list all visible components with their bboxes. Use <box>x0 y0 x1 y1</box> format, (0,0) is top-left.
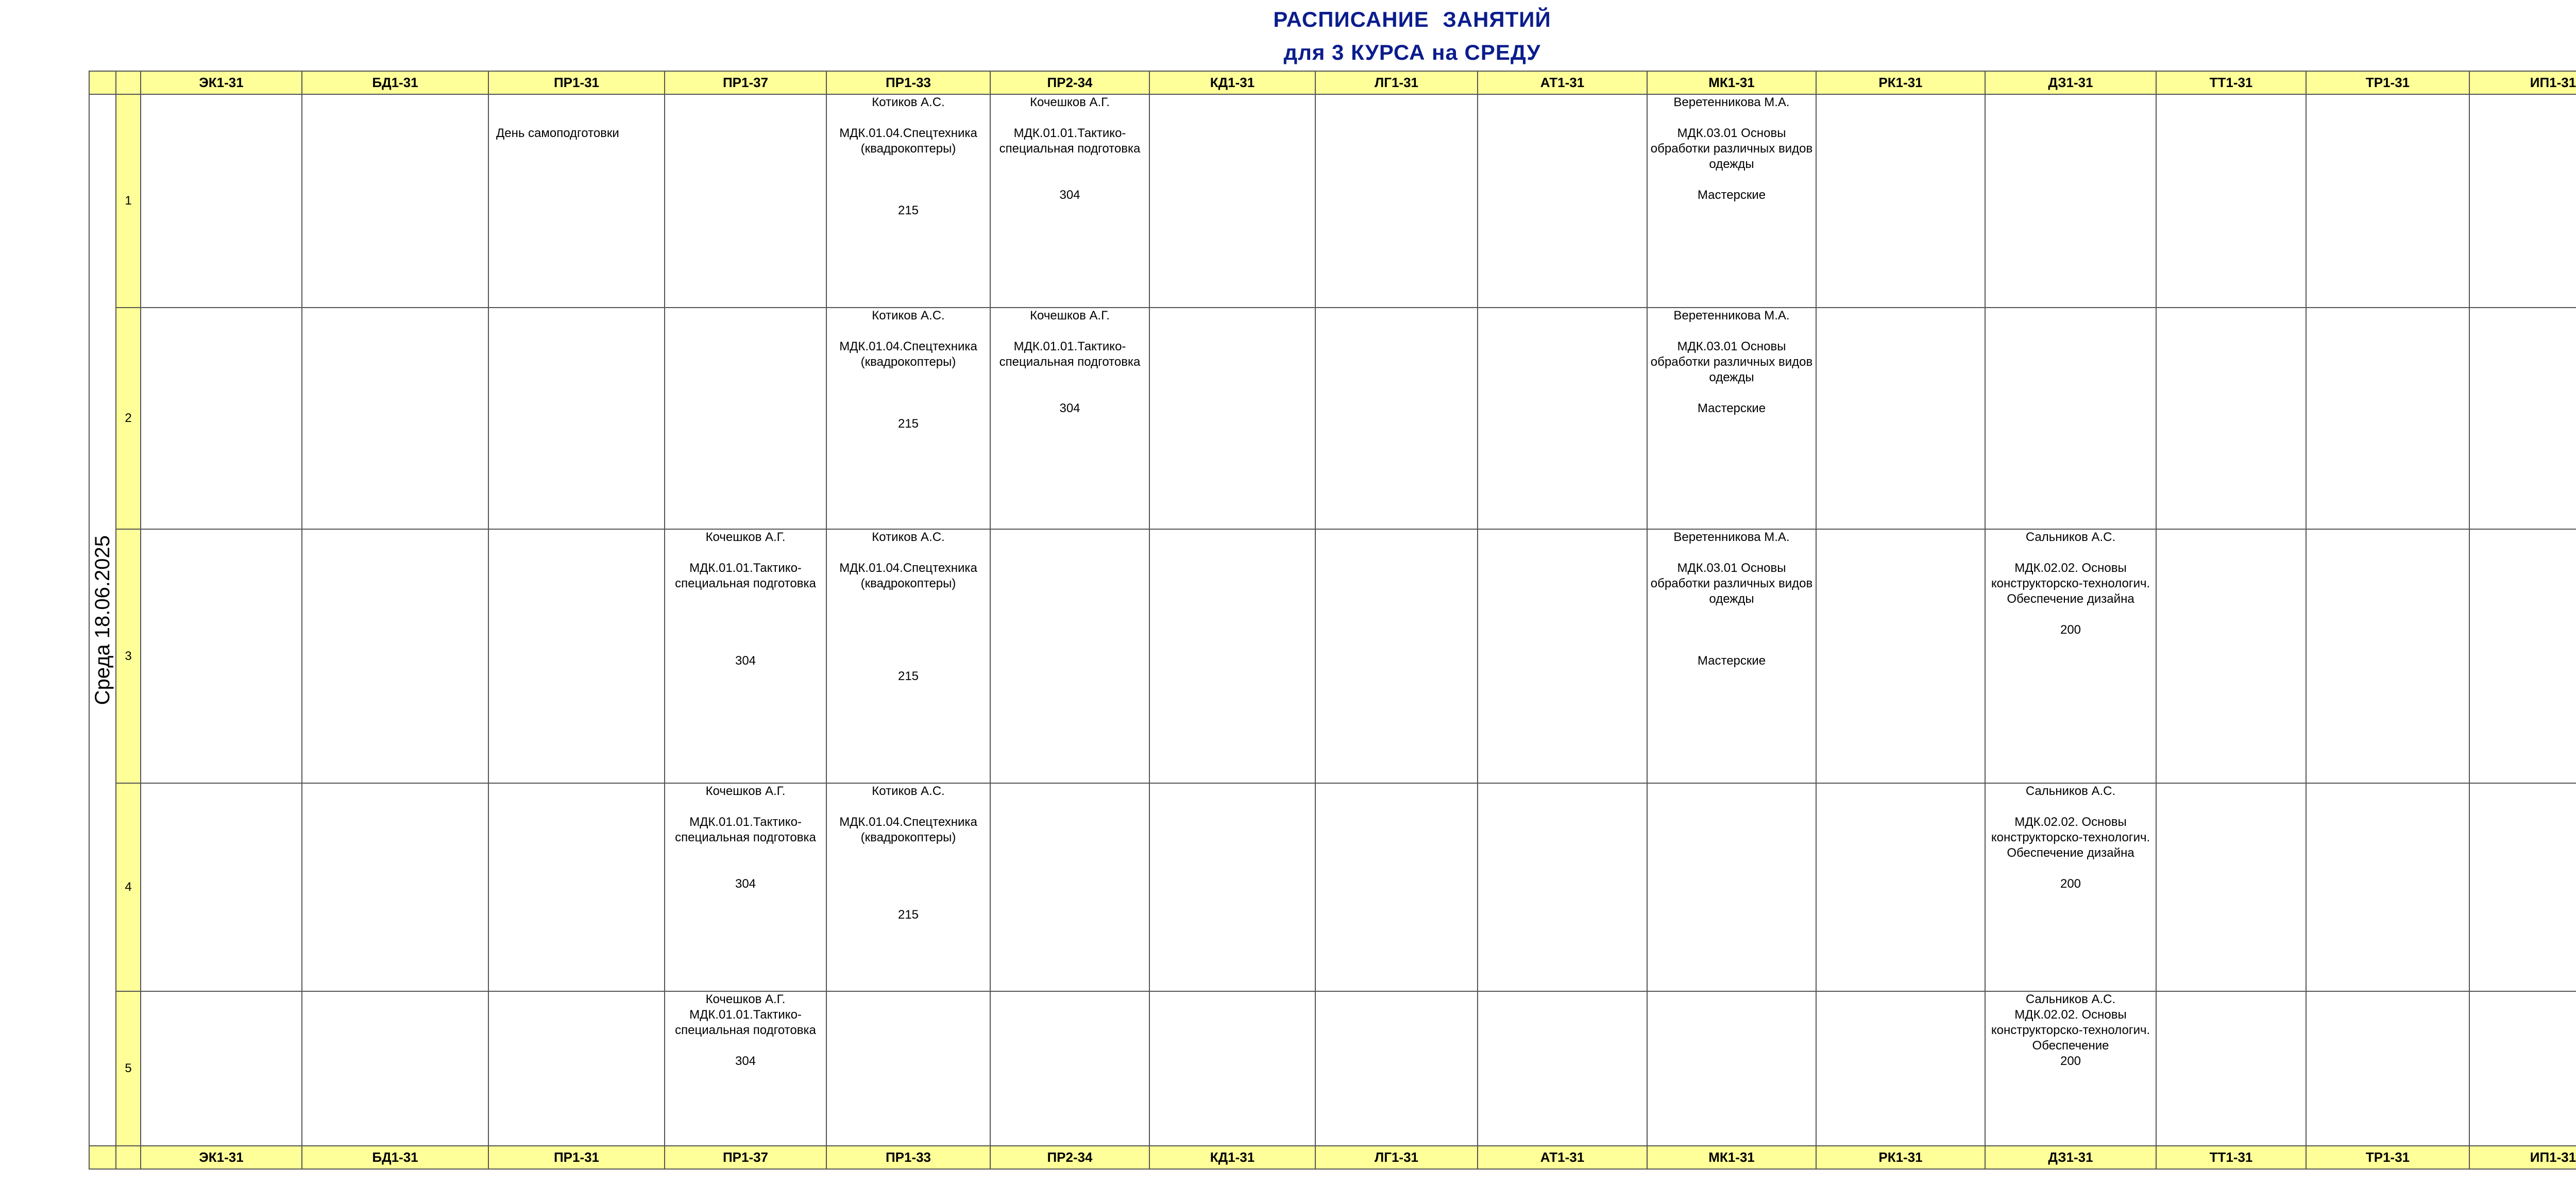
lesson-subject: МДК.01.01.Тактико-специальная подготовка <box>675 561 816 590</box>
schedule-cell <box>1985 94 2156 308</box>
lesson-room: 304 <box>735 1054 756 1068</box>
schedule-cell <box>990 783 1149 991</box>
group-header: ПР1-31 <box>488 1146 665 1169</box>
group-header: ПР1-37 <box>665 71 826 94</box>
header-blank-cell <box>116 71 141 94</box>
lesson-subject: МДК.02.02. Основы конструкторско-технологич. Обеспечение дизайна <box>1991 815 2150 860</box>
lesson-cell <box>1647 308 1816 529</box>
schedule-cell <box>141 529 302 783</box>
schedule-cell <box>488 991 665 1146</box>
lesson-room: 304 <box>735 654 756 668</box>
lesson-room: 215 <box>897 417 919 431</box>
pair-row-1 <box>89 94 2576 308</box>
lesson-cell <box>826 783 990 991</box>
schedule-cell <box>1315 94 1478 308</box>
lesson-teacher: Котиков А.С. <box>872 95 945 109</box>
schedule-cell <box>1478 529 1647 783</box>
group-header: ЭК1-31 <box>141 71 302 94</box>
schedule-cell <box>1149 308 1315 529</box>
schedule-cell <box>302 529 488 783</box>
lesson-subject: МДК.01.01.Тактико-специальная подготовка <box>675 815 816 844</box>
schedule-cell <box>488 308 665 529</box>
pair-number: 2 <box>116 308 141 529</box>
schedule-cell <box>1478 991 1647 1146</box>
group-header: АТ1-31 <box>1478 1146 1647 1169</box>
schedule-cell <box>1985 308 2156 529</box>
group-header: МК1-31 <box>1647 1146 1816 1169</box>
schedule-cell <box>1149 94 1315 308</box>
lesson-room: 215 <box>897 908 919 922</box>
schedule-title: РАСПИСАНИЕ ЗАНЯТИЙ <box>1273 7 1551 31</box>
schedule-cell <box>1816 529 1985 783</box>
lesson-teacher: Котиков А.С. <box>872 784 945 798</box>
group-header: ПР1-33 <box>826 71 990 94</box>
header-blank-cell <box>89 71 116 94</box>
group-header: ТТ1-31 <box>2156 71 2306 94</box>
lesson-subject: МДК.02.02. Основы конструкторско-технологич. Обеспечение дизайна <box>1991 561 2150 606</box>
schedule-cell <box>2156 991 2306 1146</box>
lesson-teacher: Котиков А.С. <box>872 309 945 323</box>
schedule-cell <box>1816 94 1985 308</box>
pair-row-2 <box>89 308 2576 529</box>
lesson-cell <box>826 308 990 529</box>
schedule-cell <box>2469 308 2576 529</box>
group-header: ТР1-31 <box>2306 71 2469 94</box>
pair-row-5 <box>89 991 2576 1146</box>
lesson-teacher: Кочешков А.Г. <box>705 784 786 798</box>
lesson-room: Мастерские <box>1697 654 1766 668</box>
lesson-teacher: Сальников А.С. <box>2025 784 2116 798</box>
schedule-cell <box>2306 991 2469 1146</box>
lesson-subject: МДК.01.04.Спецтехника (квадрокоптеры) <box>839 340 977 369</box>
schedule-cell <box>2306 529 2469 783</box>
lesson-room: 200 <box>2060 877 2081 891</box>
schedule-cell <box>2156 783 2306 991</box>
header-row-bottom <box>89 1146 2576 1169</box>
lesson-teacher: Веретенникова М.А. <box>1673 95 1790 109</box>
schedule-cell <box>1315 991 1478 1146</box>
schedule-cell <box>665 308 826 529</box>
schedule-table <box>89 71 2576 1170</box>
lesson-subject: МДК.03.01 Основы обработки различных видов одежды <box>1650 561 1813 606</box>
group-header: ЭК1-31 <box>141 1146 302 1169</box>
group-header: ЛГ1-31 <box>1315 1146 1478 1169</box>
group-header: БД1-31 <box>302 71 488 94</box>
schedule-cell <box>488 94 665 308</box>
schedule-cell <box>1816 783 1985 991</box>
lesson-room: 304 <box>1059 188 1080 202</box>
lesson-cell <box>1647 94 1816 308</box>
group-header: ПР1-37 <box>665 1146 826 1169</box>
schedule-cell <box>141 991 302 1146</box>
schedule-cell <box>990 529 1149 783</box>
schedule-cell <box>302 308 488 529</box>
schedule-cell <box>1315 308 1478 529</box>
lesson-teacher: Сальников А.С. <box>2025 992 2116 1006</box>
lesson-subject: МДК.01.01.Тактико-специальная подготовка <box>675 1008 816 1037</box>
schedule-cell <box>2306 308 2469 529</box>
group-header: ДЗ1-31 <box>1985 71 2156 94</box>
lesson-cell <box>1647 529 1816 783</box>
pair-number: 3 <box>116 529 141 783</box>
pair-row-4 <box>89 783 2576 991</box>
schedule-cell <box>1315 529 1478 783</box>
lesson-cell <box>665 529 826 783</box>
lesson-cell <box>665 991 826 1146</box>
lesson-subject: МДК.01.01.Тактико-специальная подготовка <box>999 340 1141 369</box>
self-study-text: День самоподготовки <box>496 126 619 140</box>
lesson-subject: МДК.01.04.Спецтехника (квадрокоптеры) <box>839 561 977 590</box>
group-header: ПР1-33 <box>826 1146 990 1169</box>
schedule-cell <box>141 783 302 991</box>
schedule-cell <box>1816 991 1985 1146</box>
day-label: Среда 18.06.2025 <box>91 535 114 705</box>
group-header: ДЗ1-31 <box>1985 1146 2156 1169</box>
schedule-cell <box>1816 308 1985 529</box>
lesson-teacher: Кочешков А.Г. <box>705 530 786 544</box>
schedule-subtitle: для 3 КУРСА на СРЕДУ <box>1283 40 1541 64</box>
lesson-cell <box>1985 783 2156 991</box>
schedule-cell <box>2156 308 2306 529</box>
schedule-cell <box>302 783 488 991</box>
lesson-room: Мастерские <box>1697 188 1766 202</box>
pair-number: 5 <box>116 991 141 1146</box>
group-header: ПР2-34 <box>990 1146 1149 1169</box>
schedule-cell <box>1647 783 1816 991</box>
schedule-cell <box>302 94 488 308</box>
lesson-teacher: Веретенникова М.А. <box>1673 530 1790 544</box>
lesson-subject: МДК.03.01 Основы обработки различных видов одежды <box>1650 340 1813 384</box>
group-header: МК1-31 <box>1647 71 1816 94</box>
schedule-cell <box>990 991 1149 1146</box>
header-row-top <box>89 71 2576 94</box>
lesson-cell <box>1985 529 2156 783</box>
schedule-cell <box>1315 783 1478 991</box>
lesson-room: 304 <box>735 877 756 891</box>
lesson-subject: МДК.01.04.Спецтехника (квадрокоптеры) <box>839 126 977 156</box>
lesson-teacher: Котиков А.С. <box>872 530 945 544</box>
lesson-teacher: Веретенникова М.А. <box>1673 309 1790 323</box>
day-label-cell <box>89 94 116 1146</box>
group-header: АТ1-31 <box>1478 71 1647 94</box>
group-header: ИП1-31 <box>2469 1146 2576 1169</box>
lesson-subject: МДК.02.02. Основы конструкторско-технологич. Обеспечение <box>1991 1008 2150 1053</box>
lesson-room: 215 <box>897 204 919 217</box>
schedule-cell <box>488 529 665 783</box>
lesson-teacher: Сальников А.С. <box>2025 530 2116 544</box>
schedule-cell <box>2469 991 2576 1146</box>
header-blank-cell <box>89 1146 116 1169</box>
schedule-cell <box>141 94 302 308</box>
lesson-subject: МДК.01.04.Спецтехника (квадрокоптеры) <box>839 815 977 844</box>
schedule-cell <box>2469 94 2576 308</box>
schedule-cell <box>1478 308 1647 529</box>
group-header: КД1-31 <box>1149 1146 1315 1169</box>
lesson-subject: МДК.03.01 Основы обработки различных видов одежды <box>1650 126 1813 171</box>
header-blank-cell <box>116 1146 141 1169</box>
lesson-room: 304 <box>1059 401 1080 415</box>
lesson-subject: МДК.01.01.Тактико-специальная подготовка <box>999 126 1141 156</box>
lesson-cell <box>1985 991 2156 1146</box>
schedule-cell <box>1149 991 1315 1146</box>
group-header: КД1-31 <box>1149 71 1315 94</box>
lesson-room: 200 <box>2060 623 2081 637</box>
lesson-teacher: Кочешков А.Г. <box>705 992 786 1006</box>
lesson-teacher: Кочешков А.Г. <box>1030 95 1110 109</box>
lesson-cell <box>990 308 1149 529</box>
schedule-cell <box>1149 529 1315 783</box>
schedule-cell <box>2306 783 2469 991</box>
lesson-teacher: Кочешков А.Г. <box>1030 309 1110 323</box>
schedule-cell <box>2156 94 2306 308</box>
group-header: ИП1-31 <box>2469 71 2576 94</box>
lesson-room: 200 <box>2060 1054 2081 1068</box>
schedule-cell <box>665 94 826 308</box>
schedule-cell <box>1478 94 1647 308</box>
schedule-cell <box>141 308 302 529</box>
group-header: РК1-31 <box>1816 1146 1985 1169</box>
lesson-cell <box>665 783 826 991</box>
schedule-cell <box>2306 94 2469 308</box>
pair-number: 1 <box>116 94 141 308</box>
lesson-room: 215 <box>897 669 919 683</box>
pair-row-3 <box>89 529 2576 783</box>
group-header: ПР1-31 <box>488 71 665 94</box>
group-header: ТТ1-31 <box>2156 1146 2306 1169</box>
schedule-cell <box>826 991 990 1146</box>
group-header: ТР1-31 <box>2306 1146 2469 1169</box>
schedule-cell <box>2469 783 2576 991</box>
group-header: ЛГ1-31 <box>1315 71 1478 94</box>
schedule-cell <box>2156 529 2306 783</box>
schedule-cell <box>1478 783 1647 991</box>
schedule-cell <box>302 991 488 1146</box>
lesson-room: Мастерские <box>1697 401 1766 415</box>
schedule-cell <box>1149 783 1315 991</box>
lesson-cell <box>990 94 1149 308</box>
group-header: РК1-31 <box>1816 71 1985 94</box>
lesson-cell <box>826 529 990 783</box>
group-header: ПР2-34 <box>990 71 1149 94</box>
pair-number: 4 <box>116 783 141 991</box>
schedule-cell <box>488 783 665 991</box>
schedule-cell <box>1647 991 1816 1146</box>
group-header: БД1-31 <box>302 1146 488 1169</box>
schedule-cell <box>2469 529 2576 783</box>
lesson-cell <box>826 94 990 308</box>
